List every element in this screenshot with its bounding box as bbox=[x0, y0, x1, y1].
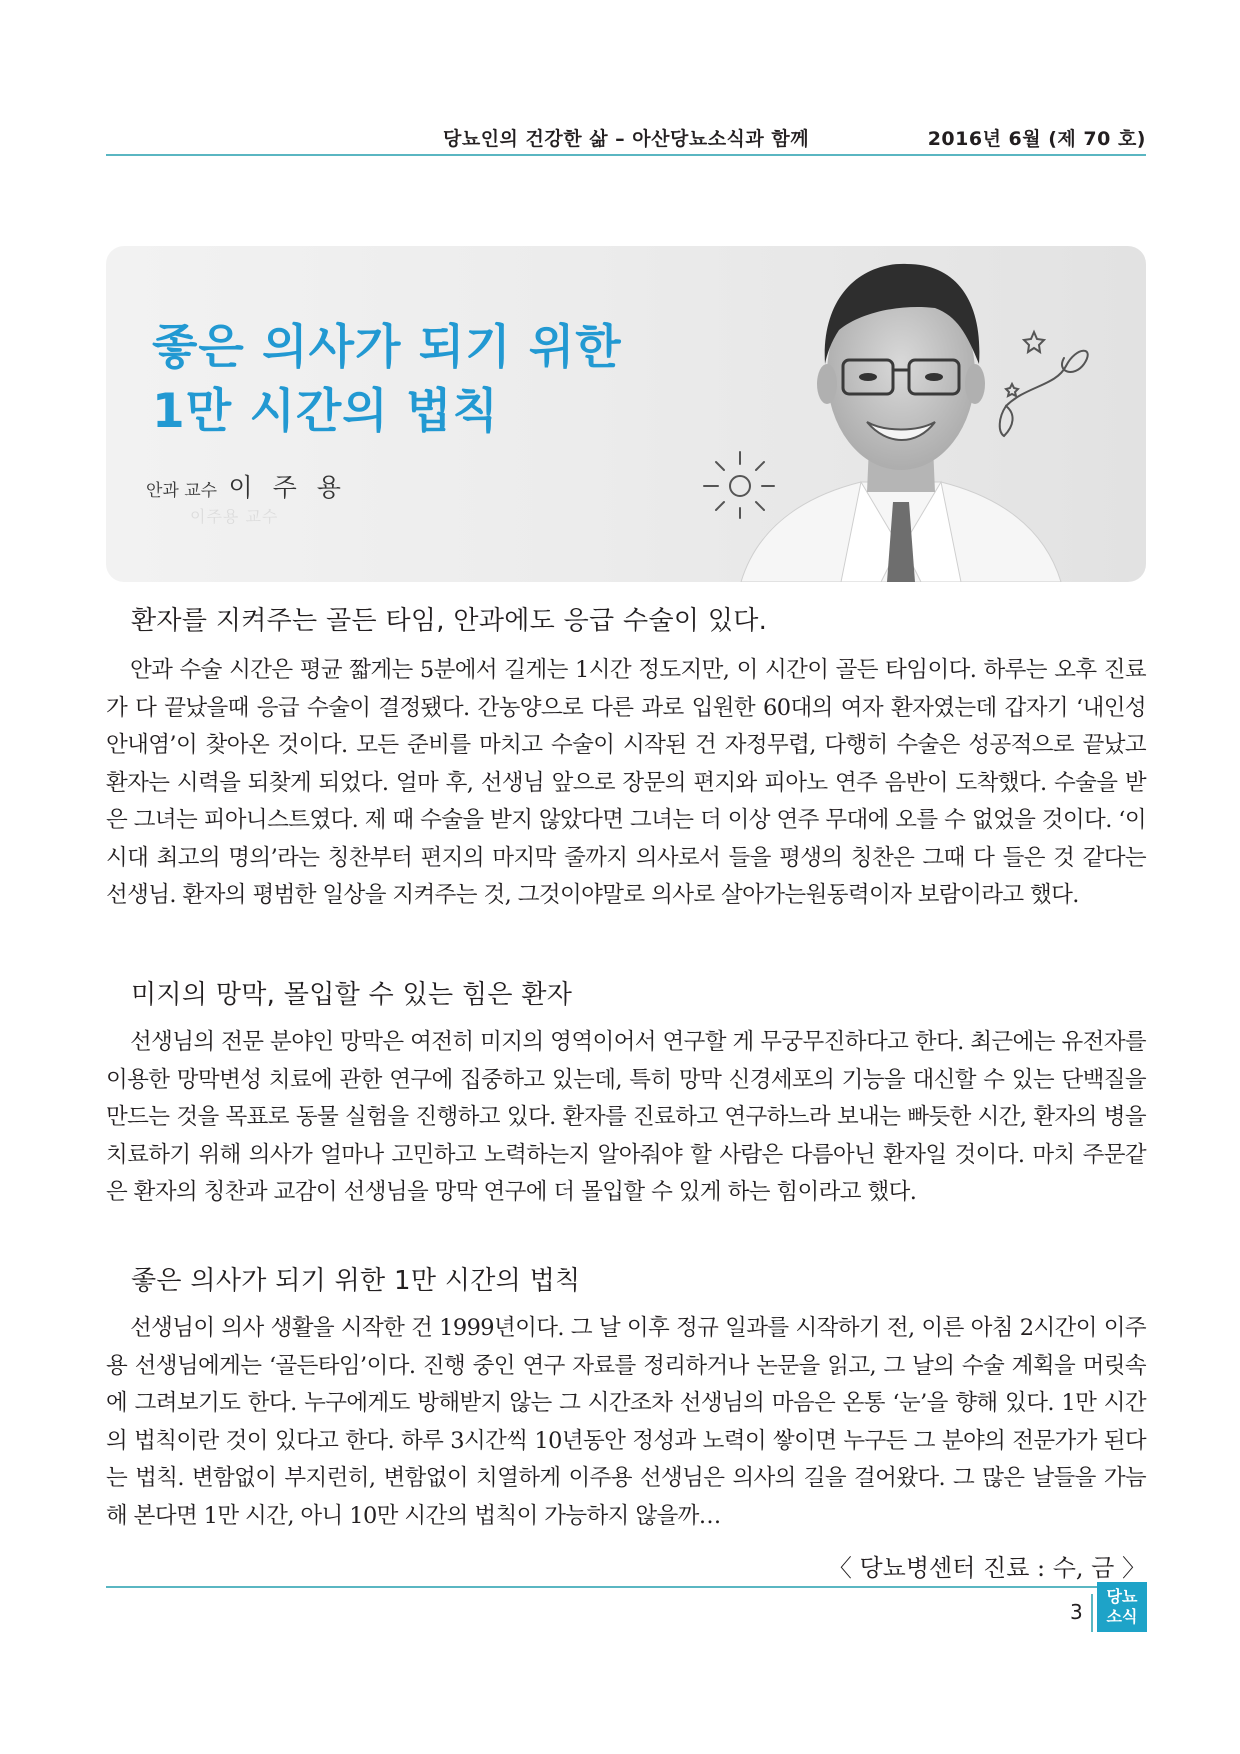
byline-role: 안과 교수 bbox=[146, 481, 218, 501]
page-number: 3 bbox=[1070, 1600, 1083, 1624]
running-header bbox=[106, 124, 1146, 154]
section-body-retina: 선생님의 전문 분야인 망막은 여전히 미지의 영역이어서 연구할 게 무궁무진하다고 한다. 최근에는 유전자를 이용한 망막변성 치료에 관한 연구에 집중하고 있는데, 특히 망막 신경세포의 기능을 대신할 수 있는 단백질을 만드는 것을 목표로 동물 실험을 진행하고 있다. 환자를 진료하고 연구하느라 보내는 빠듯한 시간, 환자의 병을 치료하기 위해 의사가 얼마나 고민하고 노력하는지 알아줘야 할 사람은 다름아닌 환자일 것이다. 마치 주문같은 환자의 칭찬과 교감이 선생님을 망막 연구에 더 몰입할 수 있게 하는 힘이라고 했다. bbox=[106, 1029, 1146, 1205]
article-title-line-1: 좋은 의사가 되기 위한 bbox=[152, 320, 622, 375]
clinic-schedule-note: 〈 당뇨병센터 진료 : 수, 금 〉 bbox=[827, 1554, 1146, 1582]
section-heading-golden-time: 환자를 지켜주는 골든 타임, 안과에도 응급 수술이 있다. bbox=[131, 606, 768, 636]
badge-line-1: 당뇨 bbox=[1106, 1587, 1138, 1606]
byline-name: 이 주 용 bbox=[228, 473, 347, 502]
hero-banner bbox=[106, 246, 1146, 582]
page-number-divider bbox=[1091, 1594, 1093, 1632]
doctor-portrait bbox=[721, 246, 1081, 582]
header-rule bbox=[106, 154, 1146, 156]
article-title-line-2: 1만 시간의 법칙 bbox=[152, 384, 499, 439]
footer-rule bbox=[106, 1586, 1146, 1588]
issue-date: 2016년 6월 (제 70 호) bbox=[927, 128, 1146, 150]
newsletter-badge bbox=[1097, 1582, 1147, 1632]
badge-line-2: 소식 bbox=[1106, 1607, 1138, 1626]
byline-watermark: 이주용 교수 bbox=[190, 507, 279, 526]
section-heading-retina: 미지의 망막, 몰입할 수 있는 힘은 환자 bbox=[131, 980, 573, 1010]
section-heading-ten-thousand-hours: 좋은 의사가 되기 위한 1만 시간의 법칙 bbox=[131, 1266, 581, 1296]
publication-title: 당뇨인의 건강한 삶 – 아산당뇨소식과 함께 bbox=[443, 128, 810, 150]
section-body-golden-time: 안과 수술 시간은 평균 짧게는 5분에서 길게는 1시간 정도지만, 이 시간이 골든 타임이다. 하루는 오후 진료가 다 끝났을때 응급 수술이 결정됐다. 간농양으로 다른 과로 입원한 60대의 여자 환자였는데 갑자기 ‘내인성 안내염’이 찾아온 것이다. 모든 준비를 마치고 수술이 시작된 건 자정무렵, 다행히 수술은 성공적으로 끝났고 환자는 시력을 되찾게 되었다. 얼마 후, 선생님 앞으로 장문의 편지와 피아노 연주 음반이 도착했다. 수술을 받은 그녀는 피아니스트였다. 제 때 수술을 받지 않았다면 그녀는 더 이상 연주 무대에 오를 수 없었을 것이다. ‘이 시대 최고의 명의’라는 칭찬부터 편지의 마지막 줄까지 의사로서 들을 평생의 칭찬은 그때 다 들은 것 같다는 선생님. 환자의 평범한 일상을 지켜주는 것, 그것이야말로 의사로 살아가는원동력이자 보람이라고 했다. bbox=[106, 657, 1146, 908]
section-body-ten-thousand-hours: 선생님이 의사 생활을 시작한 건 1999년이다. 그 날 이후 정규 일과를 시작하기 전, 이른 아침 2시간이 이주용 선생님에게는 ‘골든타임’이다. 진행 중인 연구 자료를 정리하거나 논문을 읽고, 그 날의 수술 계획을 머릿속에 그려보기도 한다. 누구에게도 방해받지 않는 그 시간조차 선생님의 마음은 온통 ‘눈’을 향해 있다. 1만 시간의 법칙이란 것이 있다고 한다. 하루 3시간씩 10년동안 정성과 노력이 쌓이면 누구든 그 분야의 전문가가 된다는 법칙. 변함없이 부지런히, 변함없이 치열하게 이주용 선생님은 의사의 길을 걸어왔다. 그 많은 날들을 가늠해 본다면 1만 시간, 아니 10만 시간의 법칙이 가능하지 않을까… bbox=[106, 1315, 1146, 1529]
